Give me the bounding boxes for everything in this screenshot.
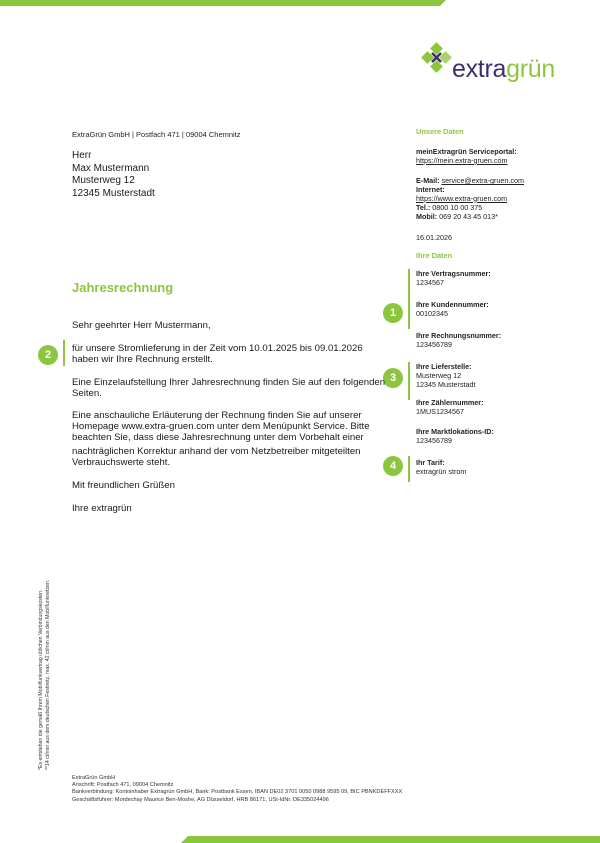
paragraph-period-line1: für unsere Stromlieferung in der Zeit vom 10.01.2025 bis 09.01.2026 bbox=[72, 343, 363, 354]
sidebar-rule-middle bbox=[408, 362, 410, 400]
letter-date: 16.01.2026 bbox=[416, 233, 452, 242]
extragruen-logo bbox=[420, 42, 570, 84]
meter-value: 1MUS1234567 bbox=[416, 406, 464, 416]
bottom-accent-bar bbox=[188, 836, 600, 843]
badge-4: 4 bbox=[383, 456, 403, 476]
location-label: Ihre Marktlokations-ID: bbox=[416, 427, 494, 436]
footnote-line1: *Es entstehen die gemäß Ihrem Mobilfunkvertrag üblichen Verbindungskosten. bbox=[38, 589, 44, 770]
paragraph-explanation-line2: Homepage www.extra-gruen.com unter dem Menüpunkt Service. Bitte bbox=[72, 421, 370, 432]
recipient-city: 12345 Musterstadt bbox=[72, 187, 155, 199]
badge-3: 3 bbox=[383, 368, 403, 388]
invoice-value: 123456789 bbox=[416, 339, 452, 349]
paragraph-marker-rule bbox=[63, 340, 65, 366]
customer-value: 00102345 bbox=[416, 308, 448, 318]
tel-label: Tel.: bbox=[416, 202, 431, 212]
sender-line: ExtraGrün GmbH | Postfach 471 | 09004 Chemnitz bbox=[72, 130, 241, 139]
recipient-salutation: Herr bbox=[72, 150, 92, 161]
logo-text bbox=[452, 54, 555, 84]
paragraph-explanation-line1: Eine anschauliche Erläuterung der Rechnung finden Sie auf unserer bbox=[72, 410, 362, 421]
sidebar-rule-top bbox=[408, 269, 410, 329]
badge-1: 1 bbox=[383, 303, 403, 323]
email-link[interactable]: service@extra-gruen.com bbox=[441, 176, 524, 185]
paragraph-details-line1: Eine Einzelaufstellung Ihrer Jahresrechnung finden Sie auf den folgenden bbox=[72, 377, 386, 388]
your-data-heading: Ihre Daten bbox=[416, 251, 453, 260]
tel-value: 0800 10 00 375 bbox=[432, 202, 483, 212]
recipient-name: Max Mustermann bbox=[72, 162, 150, 174]
delivery-label: Ihre Lieferstelle: bbox=[416, 362, 472, 371]
paragraph-explanation bbox=[72, 410, 390, 468]
footer-line1: ExtraGrün GmbH bbox=[72, 775, 116, 781]
delivery-city: 12345 Musterstadt bbox=[416, 379, 476, 389]
contract-value: 1234567 bbox=[416, 277, 444, 287]
paragraph-period bbox=[72, 343, 390, 365]
greeting: Sehr geehrter Herr Mustermann, bbox=[72, 320, 211, 331]
footer-line3: Bankverbindung: Kontoinhaber Extragrün GmbH, Bank: Postbank Essen, IBAN DE02 3701 0050 0988 9595 09, BIC PBNKDEFFXXX bbox=[72, 789, 403, 796]
location-value: 123456789 bbox=[416, 435, 452, 445]
tariff-value: extragrün strom bbox=[416, 466, 467, 476]
paragraph-details-line2: Seiten. bbox=[72, 388, 102, 399]
logo-text-part1: extra bbox=[452, 55, 507, 83]
paragraph-explanation-line3: beachten Sie, dass diese Jahresrechnung unter dem Vorbehalt einer bbox=[72, 432, 364, 443]
internet-link[interactable]: https://www.extra-gruen.com bbox=[416, 193, 508, 203]
signature: Ihre extragrün bbox=[72, 503, 132, 514]
customer-label: Ihre Kundennummer: bbox=[416, 300, 489, 309]
badge-2: 2 bbox=[38, 345, 58, 365]
recipient-address bbox=[72, 150, 155, 200]
top-accent-bar bbox=[0, 0, 440, 6]
meter-label: Ihre Zählernummer: bbox=[416, 398, 484, 407]
paragraph-period-line2: haben wir Ihre Rechnung erstellt. bbox=[72, 354, 213, 365]
paragraph-explanation-line5: Verbrauchswerte steht. bbox=[72, 457, 171, 468]
page-title: Jahresrechnung bbox=[72, 280, 174, 295]
footer-line4: Geschäftsführer: Mordechay Maurice Ben-Moshe, AG Düsseldorf, HRB 86171, USt-IdNr. DE335024496 bbox=[72, 796, 329, 803]
recipient-street: Musterweg 12 bbox=[72, 175, 135, 186]
paragraph-details bbox=[72, 377, 390, 399]
sidebar-rule-bottom bbox=[408, 456, 410, 482]
logo-text-part2: grün bbox=[506, 55, 555, 83]
tariff-label: Ihr Tarif: bbox=[416, 458, 445, 467]
mobil-value: 069 20 43 45 013* bbox=[439, 211, 498, 221]
footnote-line2: **14 ct/min aus dem deutschen Festnetz, max. 42 ct/min aus den Mobilfunknetzen. bbox=[45, 579, 51, 770]
logo-mark-icon bbox=[420, 42, 456, 78]
contract-label: Ihre Vertragsnummer: bbox=[416, 269, 491, 278]
mobil-label: Mobil: bbox=[416, 211, 438, 221]
closing: Mit freundlichen Grüßen bbox=[72, 480, 175, 491]
portal-link[interactable]: https://mein.extra-gruen.com bbox=[416, 155, 508, 165]
portal-label: meinExtragrün Serviceportal: bbox=[416, 147, 517, 156]
footer-line2: Anschrift: Postfach 471, 09004 Chemnitz bbox=[72, 782, 174, 789]
paragraph-explanation-line4: nachträglichen Korrektur anhand der vom Netzbetreiber mitgeteilten bbox=[72, 446, 361, 457]
company-footer bbox=[72, 775, 402, 804]
delivery-street: Musterweg 12 bbox=[416, 370, 462, 380]
email-label: E-Mail: bbox=[416, 176, 440, 185]
vertical-footnote bbox=[38, 540, 52, 770]
internet-label: Internet: bbox=[416, 184, 445, 194]
invoice-label: Ihre Rechnungsnummer: bbox=[416, 331, 502, 340]
our-data-heading: Unsere Daten bbox=[416, 127, 464, 136]
